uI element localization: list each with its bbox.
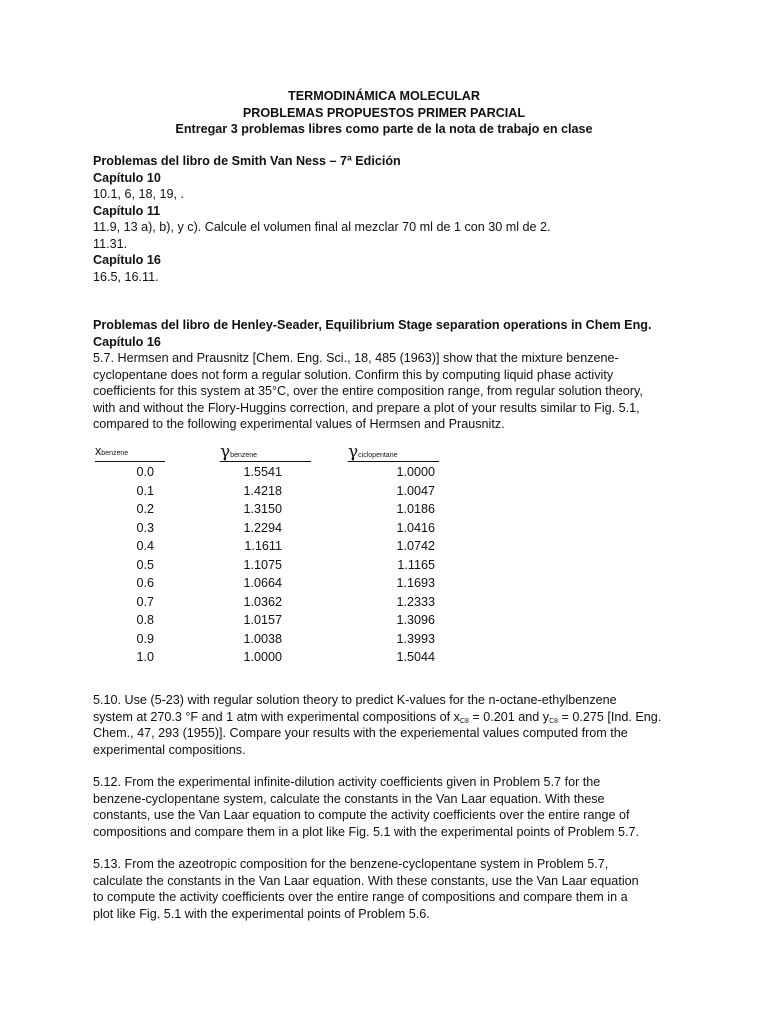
problem-5-7-line: cyclopentane does not form a regular solution. Confirm this by computing liquid phase activity: [93, 367, 614, 382]
problem-5-10-line: [93, 709, 683, 726]
gamma-cyclopentane-value: 1.0742: [396, 539, 435, 553]
document-instructions: Entregar 3 problemas libres como parte de la nota de trabajo en clase: [175, 122, 593, 136]
gamma-cyclopentane-value: 1.2333: [396, 594, 435, 609]
problem-5-7-line: 5.7. Hermsen and Prausnitz [Chem. Eng. Sci., 18, 485 (1963)] show that the mixture benzene-: [93, 351, 619, 365]
x-benzene-value: 0.7: [136, 594, 154, 609]
x-benzene-value: 0.9: [136, 631, 154, 646]
document-title: PROBLEMAS PROPUESTOS PRIMER PARCIAL: [242, 105, 526, 120]
problem-5-12-line: constants, use the Van Laar equation to compute the activity coefficients over the entire range of: [93, 808, 630, 822]
table-row: [93, 464, 443, 483]
gamma-benzene-value: 1.4218: [243, 483, 282, 498]
henley-section-title: Problemas del libro de Henley-Seader, Equilibrium Stage separation operations in Chem Eng.: [93, 318, 652, 332]
course-title: TERMODINÁMICA MOLECULAR: [288, 89, 480, 103]
table-row: [93, 575, 443, 594]
chapter-10-title: Capítulo 10: [93, 170, 161, 185]
x-benzene-value: 0.3: [136, 520, 154, 535]
problem-5-7-line: compared to the following experimental values of Hermsen and Prausnitz.: [93, 417, 505, 431]
table-row: [93, 631, 443, 650]
gamma-cyclopentane-value: 1.1693: [396, 576, 435, 590]
gamma-benzene-value: 1.0000: [243, 650, 282, 664]
problem-5-12: [93, 774, 683, 840]
subscript: C8: [459, 717, 469, 725]
gamma-symbol: γ: [348, 442, 359, 462]
chapter-11-problems: 11.9, 13 a), b), y c). Calcule el volumen final al mezclar 70 ml de 1 con 30 ml de 2.: [93, 220, 551, 234]
x-benzene-value: 0.1: [136, 483, 154, 498]
gamma-benzene-value: 1.0157: [243, 613, 282, 627]
gamma-cyclopentane-value: 1.1165: [397, 557, 435, 572]
problem-5-10-line: Chem., 47, 293 (1955)]. Compare your results with the experiemental values computed from the: [93, 726, 628, 740]
column-header-x-benzene: [95, 443, 165, 462]
gamma-cyclopentane-value: 1.3096: [396, 613, 435, 627]
problem-5-10-line: experimental compositions.: [93, 742, 246, 757]
table-body: [93, 464, 443, 668]
x-benzene-value: 0.2: [136, 502, 154, 516]
text-segment: = 0.275 [Ind. Eng.: [558, 709, 662, 724]
table-row: [93, 649, 443, 668]
problem-5-12-line: compositions and compare them in a plot like Fig. 5.1 with the experimental points of Problem 5.7.: [93, 824, 640, 839]
text-segment: = 0.201 and y: [468, 709, 550, 724]
gamma-benzene-value: 1.5541: [243, 465, 282, 479]
smith-section: [93, 153, 683, 285]
chapter-11-problems-extra: 11.31.: [93, 236, 128, 251]
document-header: [0, 88, 768, 138]
gamma-benzene-value: 1.2294: [243, 520, 282, 535]
gamma-benzene-value: 1.0038: [243, 631, 282, 646]
subscript: C8: [549, 717, 559, 725]
gamma-cyclopentane-value: 1.0416: [396, 520, 435, 535]
chapter-11-title: Capítulo 11: [93, 203, 161, 218]
activity-coefficient-table: [93, 444, 443, 668]
table-row: [93, 594, 443, 613]
gamma-cyclopentane-value: 1.3993: [396, 631, 435, 646]
gamma-symbol: γ: [220, 442, 231, 462]
gamma-benzene-subscript: benzene: [230, 452, 258, 459]
problem-5-13-line: plot like Fig. 5.1 with the experimental points of Problem 5.6.: [93, 906, 430, 921]
chapter-16-title: Capítulo 16: [93, 253, 161, 267]
gamma-cyclopentane-subscript: ciclopentane: [358, 452, 398, 459]
table-row: [93, 520, 443, 539]
table-row: [93, 557, 443, 576]
chapter-16-problems: 16.5, 16.11.: [93, 269, 159, 284]
x-benzene-value: 0.0: [136, 465, 154, 479]
henley-section: [93, 317, 683, 433]
table-row: [93, 612, 443, 631]
problem-5-13-line: 5.13. From the azeotropic composition for the benzene-cyclopentane system in Problem 5.7,: [93, 857, 609, 871]
table-row: [93, 483, 443, 502]
problem-5-12-line: benzene-cyclopentane system, calculate the constants in the Van Laar equation. With these: [93, 791, 605, 806]
gamma-benzene-value: 1.1611: [244, 539, 282, 553]
problem-5-10-line: 5.10. Use (5-23) with regular solution theory to predict K-values for the n-octane-ethylbenzene: [93, 693, 617, 707]
x-subscript: benzene: [101, 450, 129, 457]
problem-5-10: [93, 692, 683, 758]
problem-5-7-line: with and without the Flory-Huggins correction, and prepare a plot of your results similar to Fig. 5.1,: [93, 400, 640, 415]
gamma-benzene-value: 1.0664: [243, 576, 282, 590]
table-row: [93, 501, 443, 520]
x-symbol: x: [95, 444, 102, 458]
x-benzene-value: 0.8: [136, 613, 154, 627]
column-header-gamma-benzene: [220, 443, 311, 462]
problem-5-7-line: coefficients for this system at 35°C, over the entire composition range, from regular solution theory,: [93, 384, 643, 398]
column-header-gamma-cyclopentane: [348, 443, 439, 462]
table-header: [93, 444, 443, 464]
gamma-cyclopentane-value: 1.0000: [396, 465, 435, 479]
problem-5-13-line: calculate the constants in the Van Laar equation. With these constants, use the Van Laar equation: [93, 873, 639, 888]
problem-5-7: [93, 350, 683, 433]
gamma-cyclopentane-value: 1.5044: [396, 650, 435, 664]
gamma-cyclopentane-value: 1.0047: [396, 483, 435, 498]
problem-5-12-line: 5.12. From the experimental infinite-dilution activity coefficients given in Problem 5.7 for the: [93, 775, 601, 789]
problem-5-13-line: to compute the activity coefficients over the entire range of compositions and compare them in a: [93, 890, 628, 904]
gamma-benzene-value: 1.0362: [243, 594, 282, 609]
problem-5-13: [93, 856, 683, 922]
gamma-benzene-value: 1.3150: [243, 502, 282, 516]
gamma-benzene-value: 1.1075: [243, 557, 282, 572]
table-row: [93, 538, 443, 557]
smith-section-title: Problemas del libro de Smith Van Ness – 7ª Edición: [93, 154, 401, 168]
x-benzene-value: 0.5: [136, 557, 154, 572]
x-benzene-value: 0.6: [136, 576, 154, 590]
text-segment: system at 270.3 °F and 1 atm with experimental compositions of x: [93, 709, 460, 724]
henley-chapter-16-title: Capítulo 16: [93, 334, 161, 349]
x-benzene-value: 1.0: [136, 650, 154, 664]
x-benzene-value: 0.4: [136, 539, 154, 553]
gamma-cyclopentane-value: 1.0186: [396, 502, 435, 516]
chapter-10-problems: 10.1, 6, 18, 19, .: [93, 187, 185, 201]
